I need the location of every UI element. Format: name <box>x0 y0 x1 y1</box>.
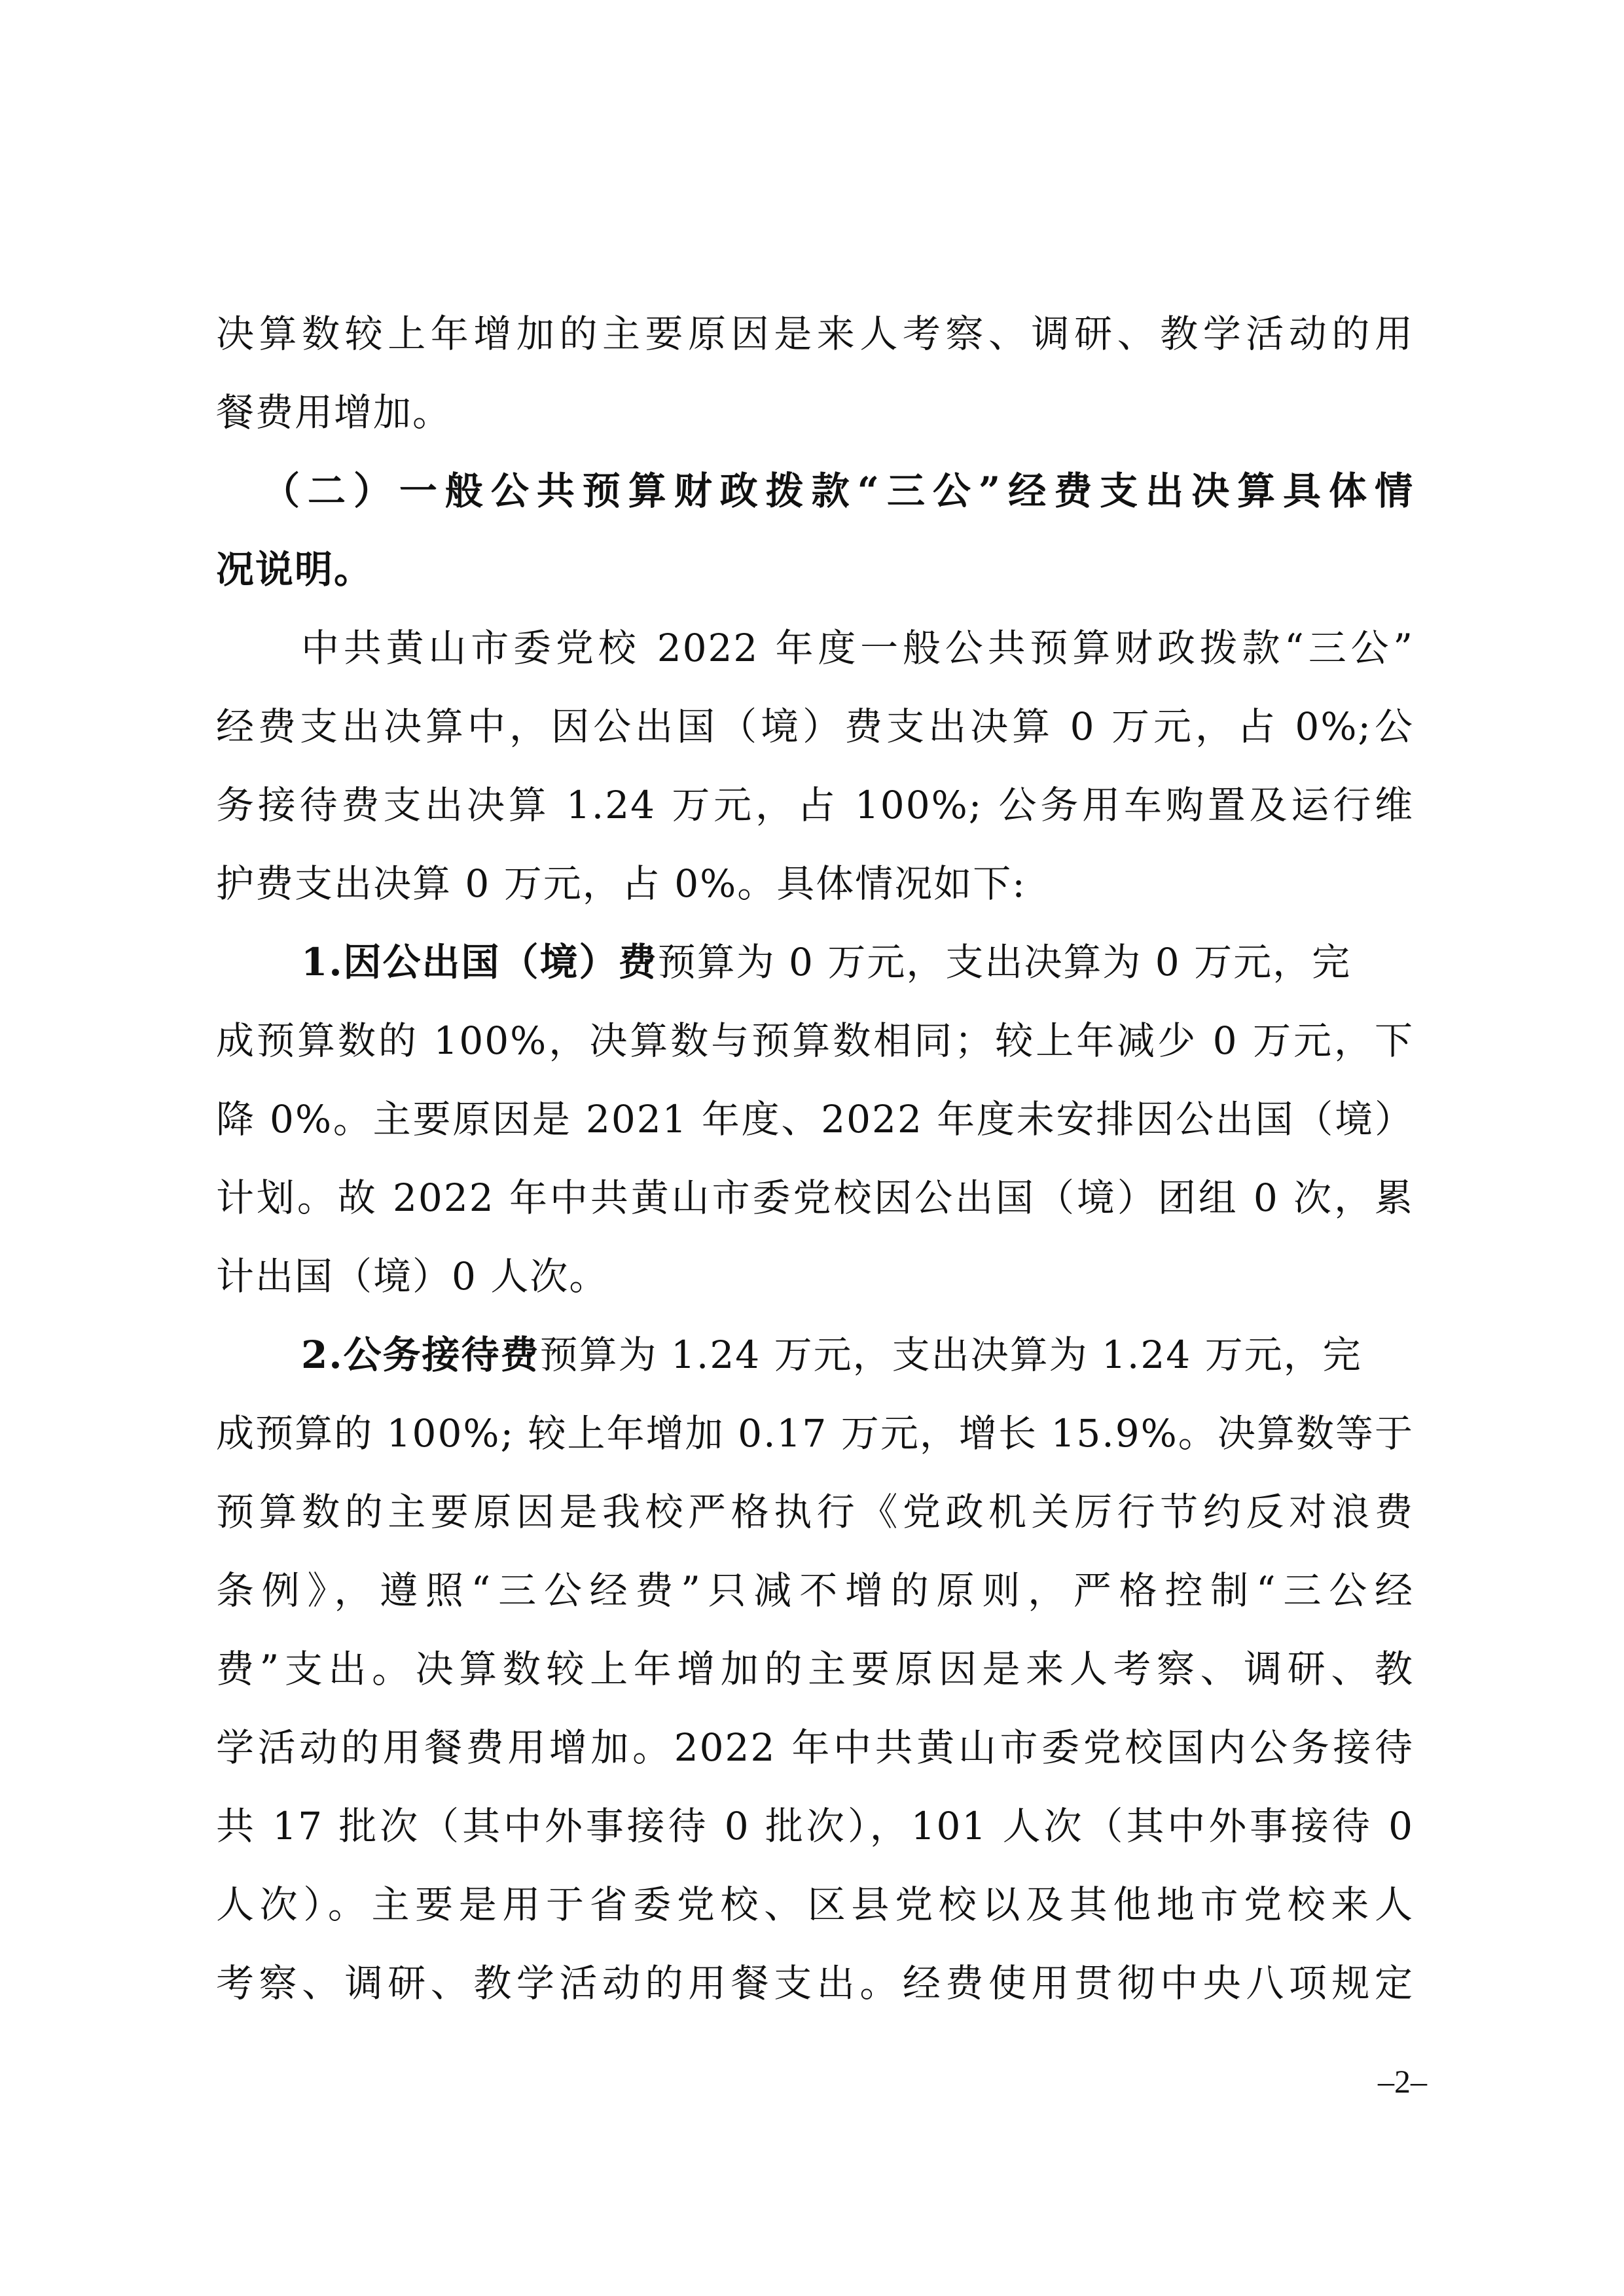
paragraph-line: 人次）。主要是用于省委党校、区县党校以及其他地市党校来人 <box>216 1882 1414 1927</box>
subsection-title: 1.因公出国（境）费 <box>301 940 658 984</box>
paragraph-line: 条例》，遵照“三公经费”只减不增的原则，严格控制“三公经 <box>216 1568 1414 1613</box>
paragraph-line: 中共黄山市委党校 2022 年度一般公共预算财政拨款“三公” <box>301 626 1414 670</box>
paragraph-line: 务接待费支出决算 1.24 万元，占 100%; 公务用车购置及运行维 <box>216 783 1414 827</box>
section-heading: （二）一般公共预算财政拨款“三公”经费支出决算具体情 <box>262 469 1414 513</box>
subsection-line <box>301 1325 1414 1384</box>
paragraph-line: 降 0%。主要原因是 2021 年度、2022 年度未安排因公出国（境） <box>216 1097 1414 1141</box>
paragraph-line: 计划。故 2022 年中共黄山市委党校因公出国（境）团组 0 次，累 <box>216 1175 1414 1220</box>
subsection-line <box>301 933 1414 992</box>
paragraph-line: 学活动的用餐费用增加。2022 年中共黄山市委党校国内公务接待 <box>216 1725 1414 1770</box>
page-number: –2– <box>1378 2063 1427 2100</box>
paragraph-line: 成预算数的 100%，决算数与预算数相同；较上年减少 0 万元，下 <box>216 1018 1414 1063</box>
paragraph-line: 共 17 批次（其中外事接待 0 批次），101 人次（其中外事接待 0 <box>216 1804 1414 1848</box>
paragraph-line: 费”支出。决算数较上年增加的主要原因是来人考察、调研、教 <box>216 1647 1414 1691</box>
paragraph-line: 成预算的 100%; 较上年增加 0.17 万元，增长 15.9%。决算数等于 <box>216 1411 1414 1456</box>
subsection-text: 预算为 0 万元，支出决算为 0 万元，完 <box>657 940 1352 984</box>
paragraph-line: 计出国（境）0 人次。 <box>216 1254 609 1299</box>
paragraph-line: 考察、调研、教学活动的用餐支出。经费使用贯彻中央八项规定 <box>216 1961 1414 2005</box>
section-heading: 况说明。 <box>216 547 374 592</box>
paragraph-line: 决算数较上年增加的主要原因是来人考察、调研、教学活动的用 <box>216 312 1414 356</box>
subsection-text: 预算为 1.24 万元，支出决算为 1.24 万元，完 <box>539 1333 1362 1377</box>
paragraph-line: 护费支出决算 0 万元，占 0%。具体情况如下: <box>216 861 1026 906</box>
paragraph-line: 餐费用增加。 <box>216 390 452 435</box>
subsection-title: 2.公务接待费 <box>301 1333 540 1377</box>
paragraph-line: 预算数的主要原因是我校严格执行《党政机关厉行节约反对浪费 <box>216 1490 1414 1534</box>
paragraph-line: 经费支出决算中，因公出国（境）费支出决算 0 万元，占 0%;公 <box>216 704 1414 749</box>
